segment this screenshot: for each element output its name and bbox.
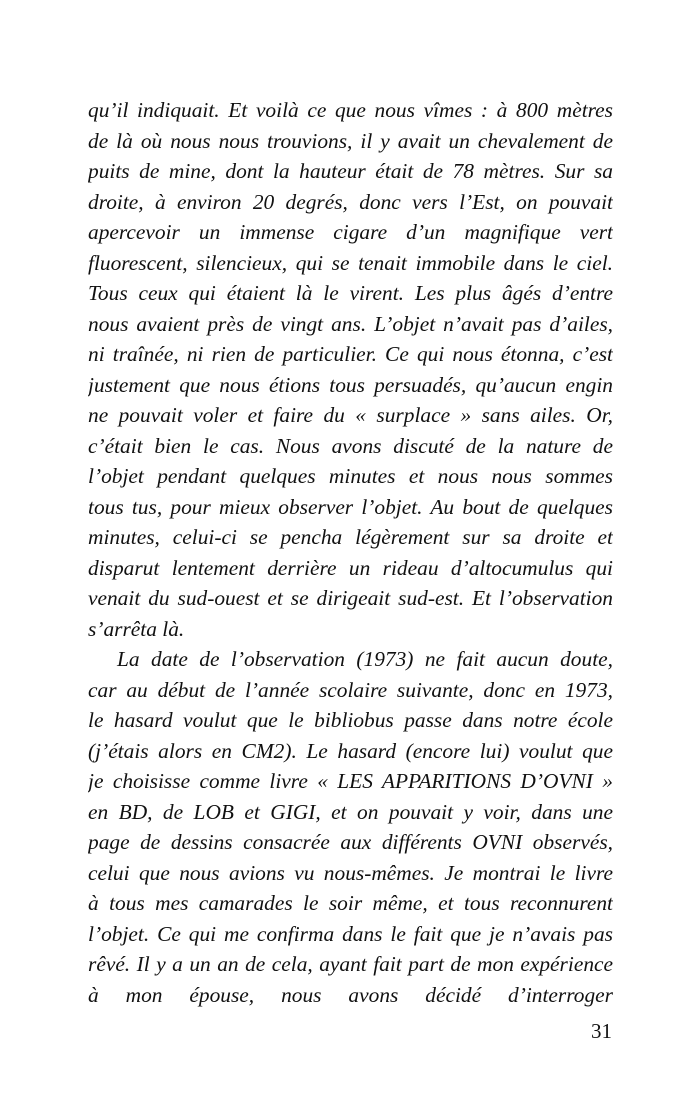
text-line: celui que nous avions vu nous-mêmes. Je montrai le livre: [88, 860, 613, 885]
text-line: en BD, de LOB et GIGI, et on pouvait y voir, dans une: [88, 799, 613, 824]
text-line: de là où nous nous trouvions, il y avait un chevalement de: [88, 128, 613, 153]
text-line: s’arrêta là.: [88, 616, 185, 641]
text-line: l’objet pendant quelques minutes et nous nous sommes: [88, 464, 613, 488]
paragraph: [88, 644, 613, 1010]
text-line: ne pouvait voler et faire du « surplace » sans ailes. Or,: [88, 403, 613, 427]
text-line: le hasard voulut que le bibliobus passe dans notre école: [88, 708, 613, 732]
text-line: qu’il indiquait. Et voilà ce que nous vîmes : à 800 mètres: [88, 98, 613, 122]
text-line: nous avaient près de vingt ans. L’objet n’avait pas d’ailes,: [88, 311, 613, 336]
text-line: car au début de l’année scolaire suivante, donc en 1973,: [88, 677, 613, 702]
text-line: minutes, celui-ci se pencha légèrement sur sa droite et: [88, 525, 613, 549]
text-line: ni traînée, ni rien de particulier. Ce qui nous étonna, c’est: [88, 342, 613, 366]
text-line: l’objet. Ce qui me confirma dans le fait que je n’avais pas: [88, 921, 613, 946]
text-line: droite, à environ 20 degrés, donc vers l’Est, on pouvait: [88, 189, 613, 214]
text-line: à tous mes camarades le soir même, et tous reconnurent: [88, 891, 613, 915]
paragraph: [88, 95, 613, 644]
text-line: rêvé. Il y a un an de cela, ayant fait part de mon expérience: [88, 952, 613, 976]
text-line: justement que nous étions tous persuadés, qu’aucun engin: [88, 372, 613, 397]
text-line: puits de mine, dont la hauteur était de 78 mètres. Sur sa: [88, 159, 613, 183]
text-line: page de dessins consacrée aux différents OVNI observés,: [88, 830, 613, 854]
body-text: [88, 95, 613, 1010]
text-line: venait du sud-ouest et se dirigeait sud-est. Et l’observation: [88, 586, 613, 610]
text-line: fluorescent, silencieux, qui se tenait immobile dans le ciel.: [88, 250, 613, 275]
page-number: 31: [591, 1019, 612, 1043]
text-line: La date de l’observation (1973) ne fait aucun doute,: [117, 647, 613, 671]
text-line: disparut lentement derrière un rideau d’altocumulus qui: [88, 555, 613, 580]
text-line: je choisisse comme livre « LES APPARITIONS D’OVNI »: [88, 769, 613, 793]
text-line: à mon épouse, nous avons décidé d’interroger: [88, 982, 613, 1007]
text-line: Tous ceux qui étaient là le virent. Les plus âgés d’entre: [88, 281, 613, 305]
text-line: apercevoir un immense cigare d’un magnifique vert: [88, 220, 613, 244]
text-line: c’était bien le cas. Nous avons discuté de la nature de: [88, 433, 613, 458]
text-line: (j’étais alors en CM2). Le hasard (encore lui) voulut que: [88, 738, 613, 763]
text-line: tous tus, pour mieux observer l’objet. Au bout de quelques: [88, 494, 613, 519]
